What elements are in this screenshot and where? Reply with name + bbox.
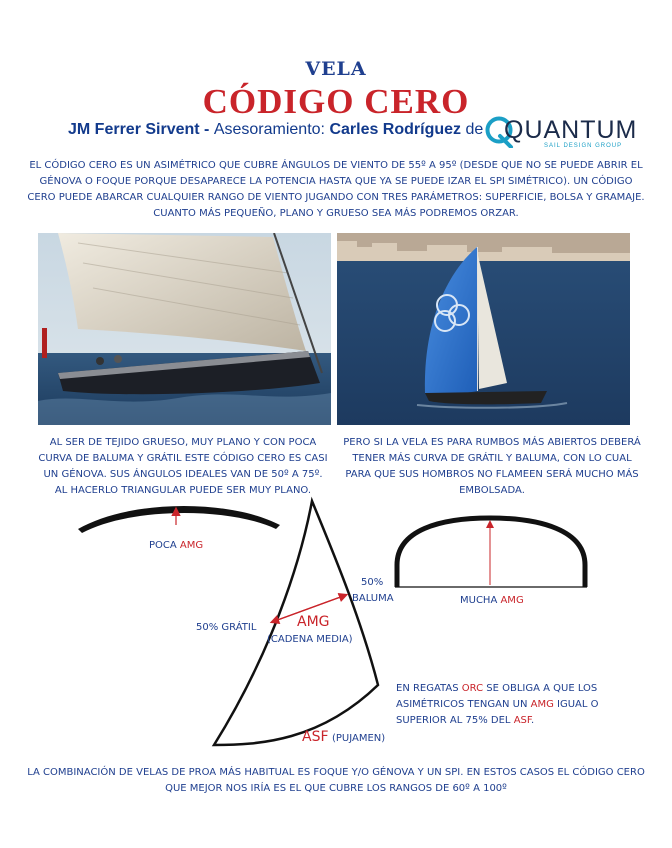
caption-left: AL SER DE TEJIDO GRUESO, MUY PLANO Y CON POCA CURVA DE BALUMA Y GRÁTIL ESTE CÓDIGO CERO ES CASI UN GÉNOVA. SUS ÁNGULOS IDEALES VAN DE 50º A 75º. AL HACERLO TRIANGULAR PUEDE SER MUY PLANO. [38,437,328,496]
byline-separator: - [199,121,214,138]
photo-code-zero-full [337,233,630,425]
label-baluma: BALUMA [352,593,394,604]
advice-label: Asesoramiento: [213,121,330,138]
sailboat-photo-left [38,233,331,425]
poca-amg-text: AMG [179,540,204,551]
label-baluma-pct: 50% [361,577,384,588]
regatas-text-2: SE OBLIGA A QUE LOS ASIMÉTRICOS TENGAN UN [396,683,598,710]
byline [68,121,483,139]
quantum-logo [484,116,638,152]
label-gratil: 50% GRÁTIL [196,622,257,633]
photo-code-zero-flat [38,233,331,425]
regatas-text-3: IGUAL O SUPERIOR AL 75% DEL [396,699,599,726]
logo-tagline: SAIL DESIGN GROUP [544,143,623,149]
regatas-note [396,681,646,729]
mucha-amg-text: AMG [500,595,524,606]
byline-connector: de [461,121,484,138]
mucha-text: MUCHA [460,595,501,606]
logo-wordmark: QUANTUM [504,116,638,144]
regatas-text-4: . [531,715,535,726]
regatas-orc: ORC [461,683,484,694]
section-kicker: VELA [305,58,367,80]
sailboat-photo-right [337,233,630,425]
poca-text: POCA [149,540,180,551]
label-asf: ASF [302,729,329,745]
label-mucha-amg [460,593,524,609]
author-name: JM Ferrer Sirvent [68,121,200,138]
label-poca-amg [149,538,203,554]
advisor-name: Carles Rodríguez [329,121,462,138]
label-cadena-media: (CADENA MEDIA) [267,634,353,645]
label-amg: AMG [297,614,330,630]
flat-sail-profile [78,506,280,533]
intro-paragraph: EL CÓDIGO CERO ES UN ASIMÉTRICO QUE CUBRE ÁNGULOS DE VIENTO DE 55º A 95º (DESDE QUE NO SE PUEDE ABRIR EL GÉNOVA O FOQUE PORQUE DESAPARECE LA POTENCIA HASTA QUE YA SE PUEDE IZAR EL SPI SIMÉTRICO). UN CÓDIGO CERO PUEDE ABARCAR CUALQUIER RANGO DE VIENTO JUGANDO CON TRES PARÁMETROS: SUPERFICIE, BOLSA Y GRAMAJE. CUANTO MÁS PEQUEÑO, PLANO Y GRUESO SEA MÁS PODREMOS ORZAR. [27,160,645,219]
regatas-amg: AMG [530,699,554,710]
footer-paragraph: LA COMBINACIÓN DE VELAS DE PROA MÁS HABITUAL ES FOQUE Y/O GÉNOVA Y UN SPI. EN ESTOS CASOS EL CÓDIGO CERO QUE MEJOR NOS IRÍA ES EL QUE CUBRE LOS RANGOS DE 60º A 100º [27,767,645,794]
page-title: CÓDIGO CERO [202,82,470,121]
regatas-text-1: EN REGATAS [396,683,462,694]
label-pujamen: (PUJAMEN) [332,733,386,744]
regatas-asf: ASF [513,715,532,726]
caption-right: PERO SI LA VELA ES PARA RUMBOS MÁS ABIERTOS DEBERÁ TENER MÁS CURVA DE GRÁTIL Y BALUMA, CON LO CUAL PARA QUE SUS HOMBROS NO FLAMEEN SERÁ MUCHO MÁS EMBOLSADA. [343,437,641,496]
full-sail-profile [397,518,585,587]
